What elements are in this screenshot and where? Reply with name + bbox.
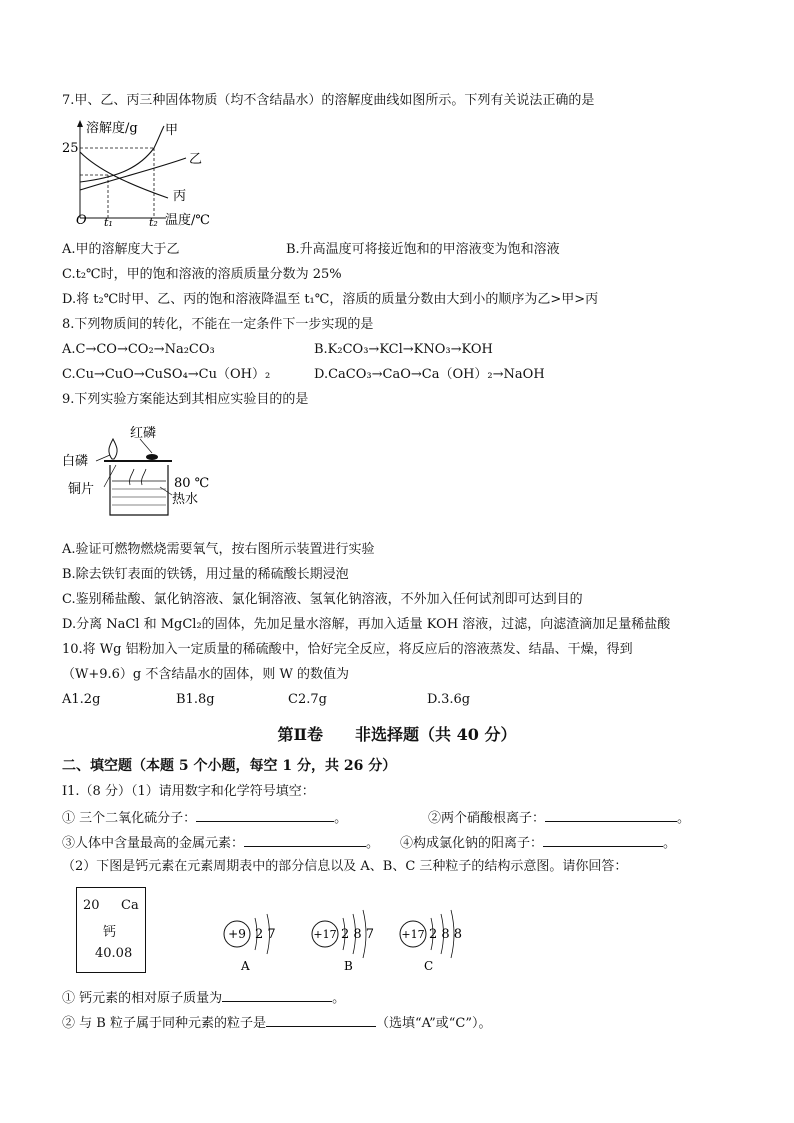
q11-sub-2-label: ② 与 B 粒子属于同种元素的粒子是 xyxy=(62,1016,266,1031)
q10-option-b: B1.8g xyxy=(176,692,215,707)
q11-item-1 xyxy=(62,808,347,828)
fig-red-phosphorus: 红磷 xyxy=(130,426,157,441)
q11-item-2-answer-blank[interactable] xyxy=(545,808,677,822)
q11-item-1-end: 。 xyxy=(334,811,348,826)
graph-xlabel: 温度/℃ xyxy=(165,213,210,228)
atom-b-shells: 2 8 7 xyxy=(341,927,375,942)
element-atomic-number: 20 xyxy=(83,898,100,913)
q11-item-3-answer-blank[interactable] xyxy=(244,833,366,847)
atom-a-label: A xyxy=(241,959,250,973)
q11-sub-1-end: 。 xyxy=(332,991,346,1006)
q11-sub-1 xyxy=(62,988,345,1008)
graph-y-tick: 25 xyxy=(62,141,79,156)
q11-sub-2-tail: （选填“A”或“C”）。 xyxy=(375,1016,492,1031)
atom-c-nucleus: +17 xyxy=(401,928,425,941)
q8-option-d: D.CaCO₃→CaO→Ca（OH）₂→NaOH xyxy=(314,367,545,382)
graph-t1: t₁ xyxy=(104,216,113,229)
graph-t2: t₂ xyxy=(149,216,158,229)
q7-stem: 7.甲、乙、丙三种固体物质（均不含结晶水）的溶解度曲线如图所示。下列有关说法正确的是 xyxy=(62,93,595,108)
q11-item-3-label: ③人体中含量最高的金属元素： xyxy=(62,836,245,851)
graph-origin: O xyxy=(76,213,87,228)
graph-label-yi: 乙 xyxy=(189,152,203,167)
q8-stem: 8.下列物质间的转化，不能在一定条件下一步实现的是 xyxy=(62,317,374,332)
q11-item-3 xyxy=(62,833,379,853)
q10-option-c: C2.7g xyxy=(288,692,327,707)
part-two-title: 第Ⅱ卷 非选择题（共 40 分） xyxy=(277,725,517,744)
q9-stem: 9.下列实验方案能达到其相应实验目的的是 xyxy=(62,392,309,407)
q11-item-2-end: 。 xyxy=(677,811,691,826)
graph-label-bing: 丙 xyxy=(173,189,187,204)
atom-a-nucleus: +9 xyxy=(228,927,246,941)
q11-item-4 xyxy=(400,833,676,853)
q11-stem: I1.（8 分）（1）请用数字和化学符号填空： xyxy=(62,784,315,799)
element-symbol: Ca xyxy=(121,898,139,913)
q7-option-c: C.t₂℃时，甲的饱和溶液的溶质质量分数为 25% xyxy=(62,267,342,282)
q11-part2-stem: （2）下图是钙元素在元素周期表中的部分信息以及 A、B、C 三种粒子的结构示意图。请你回答： xyxy=(62,859,628,874)
atom-b-nucleus: +17 xyxy=(313,928,337,941)
graph-label-jia: 甲 xyxy=(165,123,179,138)
atom-c-shells: 2 8 8 xyxy=(429,927,463,942)
atom-b-label: B xyxy=(344,959,353,973)
q11-item-2-label: ②两个硝酸根离子： xyxy=(428,811,546,826)
atom-c-label: C xyxy=(424,959,434,973)
q7-option-d: D.将 t₂℃时甲、乙、丙的饱和溶液降温至 t₁℃，溶质的质量分数由大到小的顺序为乙>甲>丙 xyxy=(62,292,599,307)
q11-item-4-label: ④构成氯化钠的阳离子： xyxy=(400,836,544,851)
fig-hot-water: 热水 xyxy=(172,492,199,507)
q9-option-a: A.验证可燃物燃烧需要氧气，按右图所示装置进行实验 xyxy=(62,542,375,557)
q10-option-d: D.3.6g xyxy=(427,692,471,707)
atom-a-shells: 2 7 xyxy=(255,927,276,942)
q9-option-b: B.除去铁钉表面的铁锈，用过量的稀硫酸长期浸泡 xyxy=(62,567,349,582)
q10-stem-line2: （W+9.6）g 不含结晶水的固体，则 W 的数值为 xyxy=(62,667,350,682)
q11-sub-1-label: ① 钙元素的相对原子质量为 xyxy=(62,991,223,1006)
graph-ylabel: 溶解度/g xyxy=(86,121,138,136)
q8-option-a: A.C→CO→CO₂→Na₂CO₃ xyxy=(62,342,215,357)
element-name: 钙 xyxy=(103,925,117,940)
q11-item-4-answer-blank[interactable] xyxy=(543,833,663,847)
q11-item-1-label: ① 三个二氧化硫分子： xyxy=(62,811,197,826)
combustion-apparatus xyxy=(60,425,230,525)
q8-option-b: B.K₂CO₃→KCl→KNO₃→KOH xyxy=(314,342,493,357)
element-atomic-mass: 40.08 xyxy=(95,946,133,961)
q8-option-c: C.Cu→CuO→CuSO₄→Cu（OH）₂ xyxy=(62,367,271,382)
q11-sub-2 xyxy=(62,1013,491,1033)
q11-sub-2-answer-blank[interactable] xyxy=(266,1013,376,1027)
fig-temperature: 80 ℃ xyxy=(174,476,210,491)
q11-item-2 xyxy=(428,808,690,828)
q10-stem-line1: 10.将 Wg 铝粉加入一定质量的稀硫酸中，恰好完全反应，将反应后的溶液蒸发、结晶、干燥，得到 xyxy=(62,642,633,657)
calcium-element-card xyxy=(76,887,146,973)
q9-option-c: C.鉴别稀盐酸、氯化钠溶液、氯化铜溶液、氢氧化钠溶液，不外加入任何试剂即可达到目的 xyxy=(62,592,583,607)
q11-item-1-answer-blank[interactable] xyxy=(196,808,334,822)
section-two-heading: 二、填空题（本题 5 个小题，每空 1 分，共 26 分） xyxy=(62,758,397,774)
fig-copper-plate: 铜片 xyxy=(68,482,95,497)
q7-option-a: A.甲的溶解度大于乙 xyxy=(62,242,180,257)
q9-option-d: D.分离 NaCl 和 MgCl₂的固体，先加足量水溶解，再加入适量 KOH 溶液，过滤，向滤渣滴加足量稀盐酸 xyxy=(62,617,671,632)
q11-item-4-end: 。 xyxy=(663,836,677,851)
q11-sub-1-answer-blank[interactable] xyxy=(222,988,332,1002)
q11-item-3-end: 。 xyxy=(366,836,380,851)
q7-option-b: B.升高温度可将接近饱和的甲溶液变为饱和溶液 xyxy=(286,242,560,257)
atom-structure-diagrams xyxy=(215,900,475,980)
q10-option-a: A1.2g xyxy=(62,692,101,707)
fig-white-phosphorus: 白磷 xyxy=(62,454,89,469)
solubility-graph xyxy=(58,118,228,230)
